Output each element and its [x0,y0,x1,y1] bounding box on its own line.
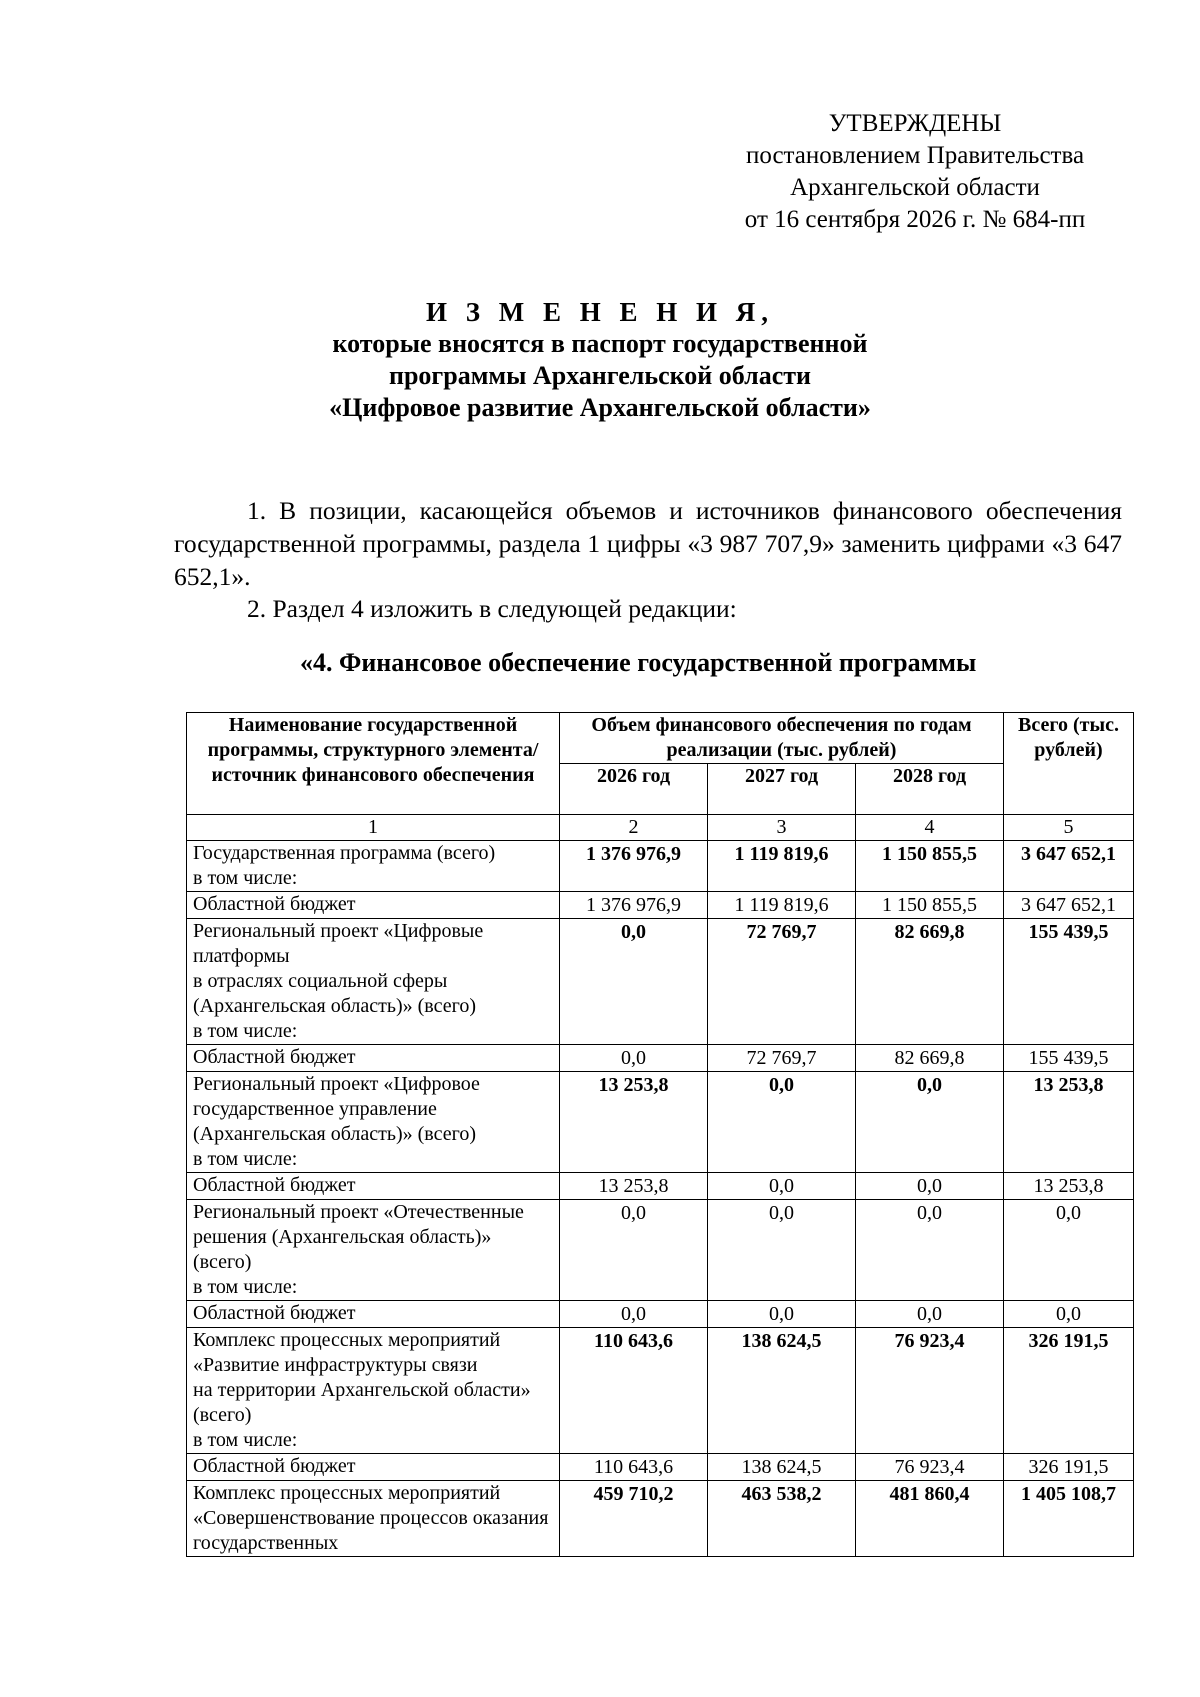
row-total: 155 439,5 [1004,919,1134,1045]
heading-line-4: «Цифровое развитие Архангельской области» [329,393,871,422]
row-name: Областной бюджет [187,1173,560,1200]
row-value: 1 376 976,9 [560,892,708,919]
row-name: Государственная программа (всего) в том числе: [187,841,560,892]
paragraph-2: 2. Раздел 4 изложить в следующей редакции: [247,594,737,623]
table-row [187,919,1134,1045]
row-total: 326 191,5 [1004,1454,1134,1481]
row-value: 1 376 976,9 [560,841,708,892]
table-row [187,892,1134,919]
section-title: «4. Финансовое обеспечение государственной программы [300,648,977,677]
row-name: Комплекс процессных мероприятий «Развитие инфраструктуры связи на территории Архангельской области» (всего) в том числе: [187,1328,560,1454]
row-total: 3 647 652,1 [1004,841,1134,892]
row-name: Региональный проект «Отечественные решения (Архангельская область)» (всего) в том числе: [187,1200,560,1301]
row-total: 13 253,8 [1004,1072,1134,1173]
row-value: 0,0 [708,1173,856,1200]
index-cell: 3 [708,815,856,841]
row-value: 82 669,8 [856,1045,1004,1072]
index-cell: 1 [187,815,560,841]
row-value: 0,0 [856,1301,1004,1328]
approval-stamp [700,108,1130,236]
row-name: Областной бюджет [187,1301,560,1328]
table-body [187,815,1134,1557]
approval-line-2: постановлением Правительства [745,142,1085,169]
row-value: 481 860,4 [856,1481,1004,1557]
row-total: 326 191,5 [1004,1328,1134,1454]
index-cell: 4 [856,815,1004,841]
header-2026: 2026 год [560,764,708,815]
row-total: 0,0 [1004,1301,1134,1328]
header-name: Наименование государственной программы, структурного элемента/источник финансового обеспечения [187,713,560,815]
row-value: 13 253,8 [560,1072,708,1173]
row-value: 110 643,6 [560,1454,708,1481]
row-total: 1 405 108,7 [1004,1481,1134,1557]
heading-title: И З М Е Н Е Н И Я, [425,297,774,327]
row-value: 76 923,4 [856,1454,1004,1481]
row-value: 463 538,2 [708,1481,856,1557]
table-header [187,713,1134,815]
heading-line-2: которые вносятся в паспорт государственной [332,329,868,358]
row-value: 138 624,5 [708,1328,856,1454]
row-total: 0,0 [1004,1200,1134,1301]
financing-table [186,712,1134,1557]
row-value: 0,0 [560,1045,708,1072]
row-name: Комплекс процессных мероприятий «Совершенствование процессов оказания государственных [187,1481,560,1557]
row-value: 1 119 819,6 [708,841,856,892]
row-total: 155 439,5 [1004,1045,1134,1072]
index-cell: 5 [1004,815,1134,841]
row-value: 0,0 [560,1301,708,1328]
row-value: 0,0 [560,919,708,1045]
row-value: 13 253,8 [560,1173,708,1200]
table-row [187,1454,1134,1481]
heading-line-3: программы Архангельской области [388,361,812,390]
row-value: 0,0 [708,1200,856,1301]
row-value: 138 624,5 [708,1454,856,1481]
row-value: 72 769,7 [708,919,856,1045]
row-value: 0,0 [856,1072,1004,1173]
row-value: 1 150 855,5 [856,892,1004,919]
header-2027: 2027 год [708,764,856,815]
row-total: 13 253,8 [1004,1173,1134,1200]
table-row [187,1173,1134,1200]
row-value: 72 769,7 [708,1045,856,1072]
row-value: 1 119 819,6 [708,892,856,919]
table-row [187,1045,1134,1072]
table-row [187,1328,1134,1454]
row-value: 1 150 855,5 [856,841,1004,892]
row-value: 110 643,6 [560,1328,708,1454]
row-value: 76 923,4 [856,1328,1004,1454]
row-name: Областной бюджет [187,892,560,919]
table-row [187,1481,1134,1557]
table-row [187,1072,1134,1173]
table-row [187,1301,1134,1328]
row-value: 0,0 [708,1301,856,1328]
paragraph-1: 1. В позиции, касающейся объемов и источников финансового обеспечения государственной программы, раздела 1 цифры «3 987 707,9» заменить цифрами «3 647 652,1». [174,496,1122,591]
document-heading [150,296,1050,424]
row-value: 0,0 [560,1200,708,1301]
row-name: Региональный проект «Цифровое государственное управление (Архангельская область)» (всего) в том числе: [187,1072,560,1173]
approval-line-3: Архангельской области [790,174,1040,201]
row-name: Областной бюджет [187,1045,560,1072]
approval-line-1: УТВЕРЖДЕНЫ [828,110,1002,137]
header-volume: Объем финансового обеспечения по годам реализации (тыс. рублей) [560,713,1004,764]
table-index-row [187,815,1134,841]
header-total: Всего (тыс. рублей) [1004,713,1134,815]
table-row [187,841,1134,892]
row-name: Региональный проект «Цифровые платформы в отраслях социальной сферы (Архангельская область)» (всего) в том числе: [187,919,560,1045]
approval-line-4: от 16 сентября 2026 г. № 684-пп [744,206,1086,233]
header-2028: 2028 год [856,764,1004,815]
index-cell: 2 [560,815,708,841]
row-value: 0,0 [856,1173,1004,1200]
row-value: 82 669,8 [856,919,1004,1045]
row-value: 459 710,2 [560,1481,708,1557]
row-value: 0,0 [708,1072,856,1173]
row-value: 0,0 [856,1200,1004,1301]
row-total: 3 647 652,1 [1004,892,1134,919]
table-row [187,1200,1134,1301]
row-name: Областной бюджет [187,1454,560,1481]
